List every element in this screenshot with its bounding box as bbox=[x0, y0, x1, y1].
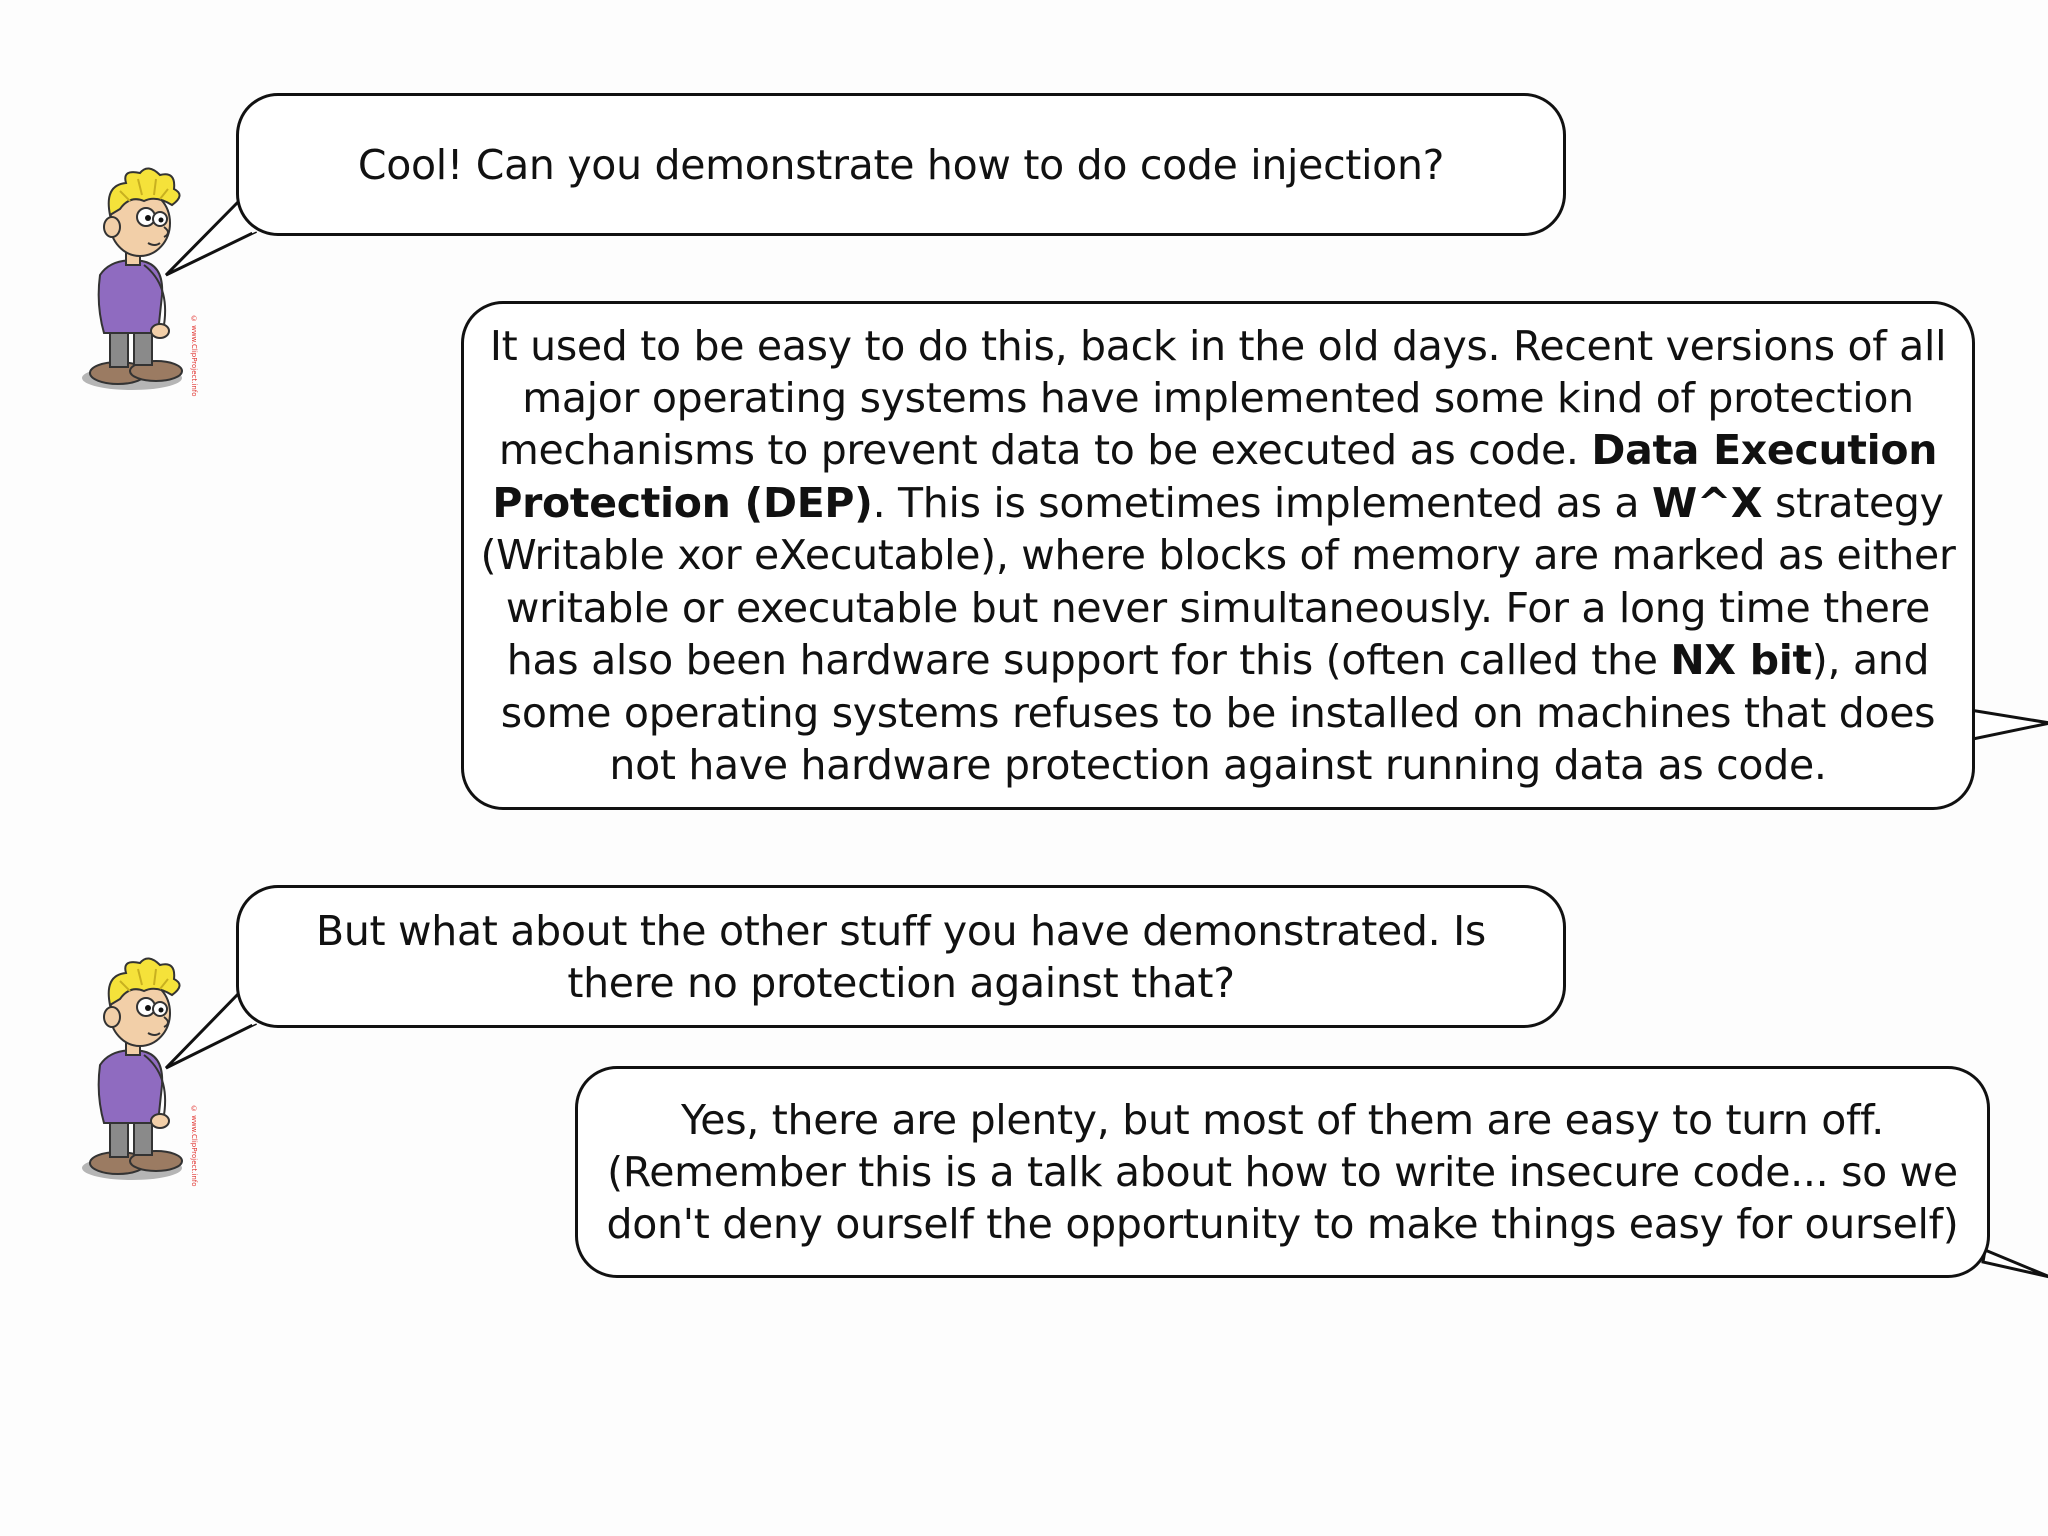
bubble-tail-a2 bbox=[1983, 1250, 2048, 1277]
question-1-text: Cool! Can you demonstrate how to do code injection? bbox=[357, 140, 1445, 189]
answer-1-text bbox=[476, 320, 1960, 792]
answer-2-text: Yes, there are plenty, but most of them are easy to turn off. (Remember this is a talk about how to write insecure code... so we don't deny ourself the opportunity to make things easy for ourself) bbox=[606, 1096, 1959, 1248]
bubble-tail-a1 bbox=[1968, 710, 2048, 740]
speech-bubble-question-1 bbox=[236, 93, 1566, 236]
speech-bubble-answer-2 bbox=[575, 1066, 1990, 1278]
answer-1-part: ), and some operating systems refuses to be installed on machines that does not have hardware protection against running data as code. bbox=[500, 636, 1936, 789]
question-2-text: But what about the other stuff you have demonstrated. Is there no protection against that? bbox=[316, 906, 1486, 1007]
cartoon-boy-icon bbox=[60, 955, 210, 1195]
wx-term: W^X bbox=[1651, 478, 1763, 527]
nx-bit-term: NX bit bbox=[1670, 636, 1812, 685]
watermark: © www.ClipProject.info bbox=[190, 1105, 198, 1187]
speech-bubble-question-2 bbox=[236, 885, 1566, 1028]
answer-1-part: . This is sometimes implemented as a bbox=[872, 478, 1652, 527]
answer-1-part: strategy (Writable xor eXecutable), where blocks of memory are marked as either writable or executable but never simultaneously. For a long time there has also been hardware support for this (often called the bbox=[480, 478, 1956, 685]
cartoon-boy-icon bbox=[60, 165, 210, 405]
dep-term: Data Execution Protection (DEP) bbox=[492, 426, 1938, 527]
answer-1-part: It used to be easy to do this, back in the old days. Recent versions of all major operating systems have implemented some kind of protection mechanisms to prevent data to be executed as code. bbox=[489, 321, 1947, 475]
watermark: © www.ClipProject.info bbox=[190, 315, 198, 397]
speech-bubble-answer-1 bbox=[461, 301, 1975, 810]
